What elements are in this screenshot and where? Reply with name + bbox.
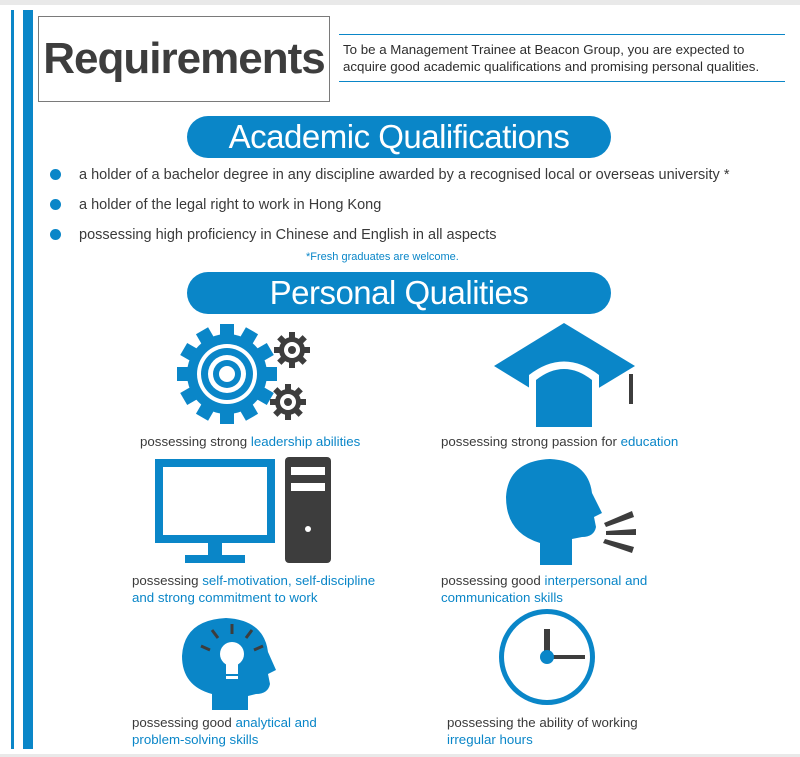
list-item (50, 162, 790, 192)
computer-icon (150, 455, 340, 570)
top-strip (0, 0, 800, 5)
quality-highlight: and strong commitment to work (132, 590, 318, 605)
quality-leadership: possessing strong leadership abilities (140, 434, 361, 449)
quality-irregular-hours: possessing the ability of working irregular hours (447, 715, 638, 747)
quality-highlight: communication skills (441, 590, 563, 605)
quality-highlight: education (620, 434, 679, 449)
graduation-cap-icon (494, 320, 644, 430)
list-item (50, 222, 790, 252)
footnote: *Fresh graduates are welcome. (306, 251, 459, 263)
gears-icon (170, 320, 320, 430)
left-accent-bar (23, 10, 33, 749)
bullet-icon (50, 199, 61, 210)
quality-highlight: self-motivation, self-discipline (202, 573, 376, 588)
bullet-icon (50, 169, 61, 180)
quality-interpersonal: possessing good interpersonal and communication skills (441, 573, 648, 605)
quality-highlight: analytical and (235, 715, 317, 730)
quality-highlight: irregular hours (447, 732, 533, 747)
page-title: Requirements (38, 16, 330, 102)
quality-analytical: possessing good analytical and problem-solving skills (132, 715, 317, 747)
intro-text: To be a Management Trainee at Beacon Group, you are expected to acquire good academic qualifications and promising personal qualities. (339, 34, 785, 82)
idea-head-icon (176, 606, 286, 712)
quality-highlight: leadership abilities (250, 434, 361, 449)
personal-heading: Personal Qualities (187, 272, 611, 314)
quality-education: possessing strong passion for education (441, 434, 679, 449)
quality-self-motivation: possessing self-motivation, self-discipline and strong commitment to work (132, 573, 376, 605)
academic-heading: Academic Qualifications (187, 116, 611, 158)
quality-highlight: interpersonal and (544, 573, 648, 588)
list-item-text: a holder of the legal right to work in Hong Kong (79, 197, 382, 213)
left-accent-line (11, 10, 14, 749)
speaking-head-icon (500, 455, 640, 570)
quality-highlight: problem-solving skills (132, 732, 259, 747)
list-item (50, 192, 790, 222)
list-item-text: possessing high proficiency in Chinese and English in all aspects (79, 227, 497, 243)
list-item-text: a holder of a bachelor degree in any discipline awarded by a recognised local or overseas university * (79, 167, 730, 183)
bullet-icon (50, 229, 61, 240)
academic-list (50, 162, 790, 252)
clock-icon (495, 605, 599, 709)
